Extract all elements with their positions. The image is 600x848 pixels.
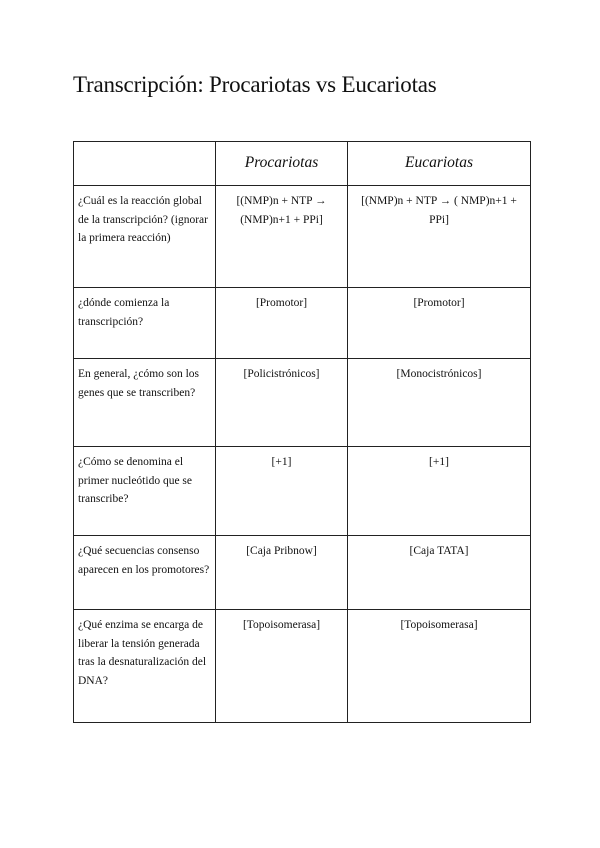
- table-row: [74, 610, 531, 723]
- procariotas-answer-cell: [+1]: [216, 447, 348, 536]
- eucariotas-answer-cell: [+1]: [348, 447, 531, 536]
- question-cell: ¿dónde comienza la transcripción?: [74, 288, 216, 359]
- page-title: Transcripción: Procariotas vs Eucariotas: [73, 72, 437, 97]
- header-procariotas: Procariotas: [216, 142, 348, 186]
- procariotas-answer-cell: [Topoisomerasa]: [216, 610, 348, 723]
- table-row: [74, 359, 531, 447]
- question-cell: ¿Qué secuencias consenso aparecen en los promotores?: [74, 536, 216, 610]
- eucariotas-answer-cell: [Monocistrónicos]: [348, 359, 531, 447]
- table-header-row: [74, 142, 531, 186]
- procariotas-answer-cell: [Policistrónicos]: [216, 359, 348, 447]
- comparison-table: [73, 141, 531, 723]
- header-eucariotas: Eucariotas: [348, 142, 531, 186]
- table-row: [74, 447, 531, 536]
- procariotas-answer-cell: [Caja Pribnow]: [216, 536, 348, 610]
- procariotas-answer-cell: [Promotor]: [216, 288, 348, 359]
- question-cell: ¿Cuál es la reacción global de la transcripción? (ignorar la primera reacción): [74, 186, 216, 288]
- procariotas-answer-cell: [(NMP)n + NTP → (NMP)n+1 + PPi]: [216, 186, 348, 288]
- header-empty-cell: [74, 142, 216, 186]
- question-cell: ¿Cómo se denomina el primer nucleótido que se transcribe?: [74, 447, 216, 536]
- question-cell: En general, ¿cómo son los genes que se transcriben?: [74, 359, 216, 447]
- table-row: [74, 186, 531, 288]
- eucariotas-answer-cell: [Promotor]: [348, 288, 531, 359]
- eucariotas-answer-cell: [Caja TATA]: [348, 536, 531, 610]
- eucariotas-answer-cell: [(NMP)n + NTP → ( NMP)n+1 + PPi]: [348, 186, 531, 288]
- table-row: [74, 536, 531, 610]
- eucariotas-answer-cell: [Topoisomerasa]: [348, 610, 531, 723]
- table-row: [74, 288, 531, 359]
- question-cell: ¿Qué enzima se encarga de liberar la tensión generada tras la desnaturalización del DNA?: [74, 610, 216, 723]
